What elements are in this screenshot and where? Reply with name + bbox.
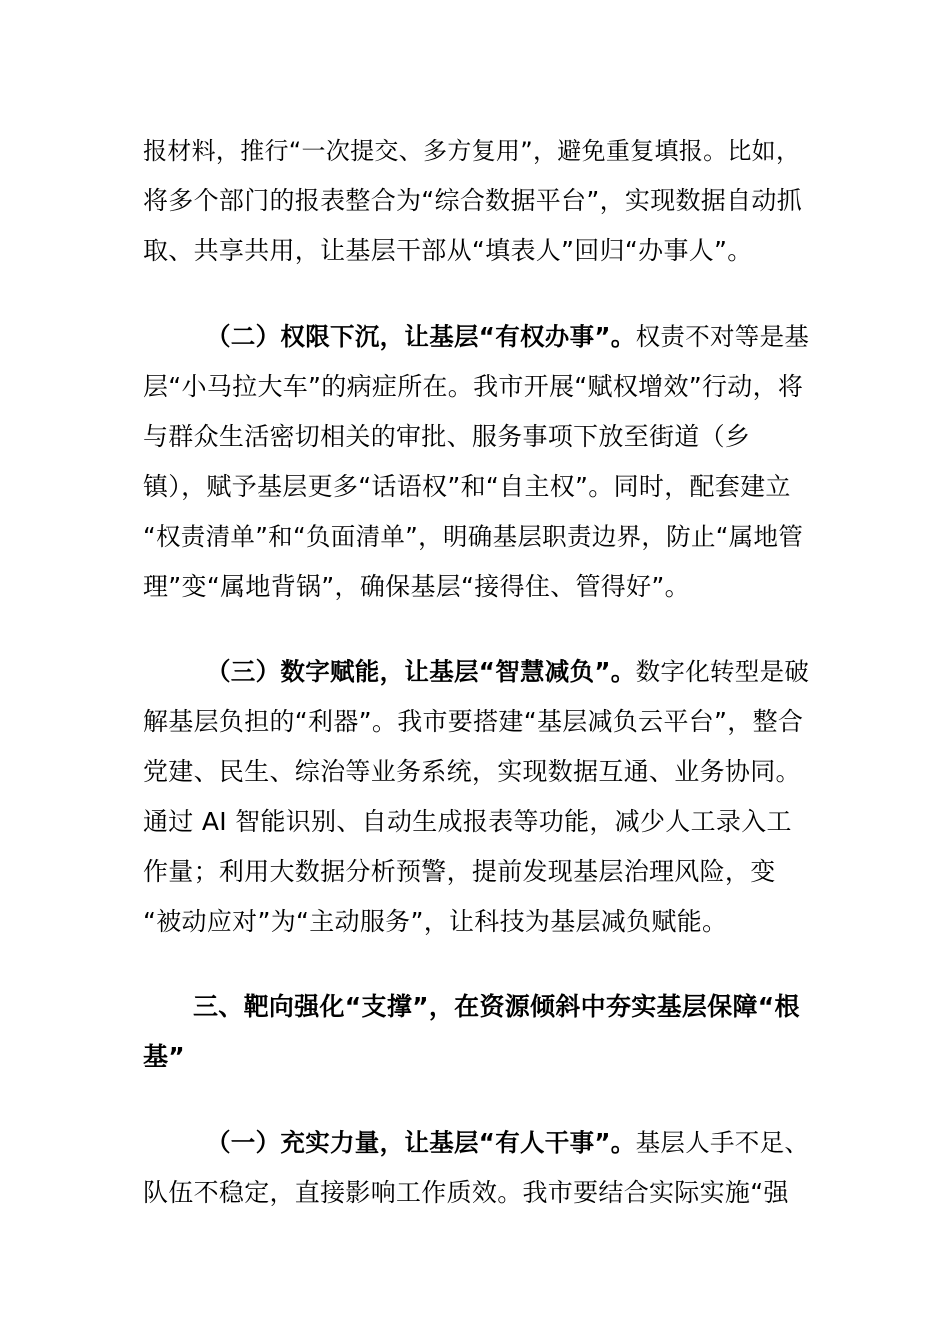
paragraph-text: 基层人手不足、 <box>635 1128 810 1157</box>
paragraph-line: 镇），赋予基层更多“话语权”和“自主权”。同时，配套建立 <box>143 472 791 501</box>
paragraph-line: 党建、民生、综治等业务系统，实现数据互通、业务协同。 <box>143 757 801 786</box>
paragraph-line: “被动应对”为“主动服务”，让科技为基层减负赋能。 <box>143 907 728 936</box>
paragraph-line: 理”变“属地背锅”，确保基层“接得住、管得好”。 <box>143 572 690 601</box>
paragraph-line: 将多个部门的报表整合为“综合数据平台”，实现数据自动抓 <box>143 186 803 215</box>
section-heading: 三、靶向强化“支撑”，在资源倾斜中夯实基层保障“根 <box>193 992 800 1021</box>
paragraph-line: 与群众生活密切相关的审批、服务事项下放至街道（乡 <box>143 422 751 451</box>
paragraph-text: 数字化转型是破 <box>635 657 810 686</box>
paragraph-line: 作量；利用大数据分析预警，提前发现基层治理风险，变 <box>143 857 776 886</box>
paragraph-line: 取、共享共用，让基层干部从“填表人”回归“办事人”。 <box>143 236 753 265</box>
paragraph-line: 层“小马拉大车”的病症所在。我市开展“赋权增效”行动，将 <box>143 372 804 401</box>
paragraph-line: 解基层负担的“利器”。我市要搭建“基层减负云平台”，整合 <box>143 707 804 736</box>
paragraph-text: 权责不对等是基 <box>635 322 810 351</box>
subsection-heading: （三）数字赋能，让基层“智慧减负”。 <box>206 657 636 686</box>
paragraph-line: “权责清单”和“负面清单”，明确基层职责边界，防止“属地管 <box>143 522 804 551</box>
subsection-first-line <box>206 322 809 352</box>
subsection-first-line <box>206 657 809 687</box>
subsection-first-line <box>206 1128 809 1158</box>
subsection-heading: （一）充实力量，让基层“有人干事”。 <box>206 1128 636 1157</box>
paragraph-line: 报材料，推行“一次提交、多方复用”，避免重复填报。比如， <box>143 137 801 165</box>
section-heading-cont: 基” <box>143 1042 186 1071</box>
subsection-heading: （二）权限下沉，让基层“有权办事”。 <box>206 322 636 351</box>
paragraph-line: 队伍不稳定，直接影响工作质效。我市要结合实际实施“强 <box>143 1178 789 1207</box>
paragraph-line: 通过 AI 智能识别、自动生成报表等功能，减少人工录入工 <box>143 807 792 836</box>
